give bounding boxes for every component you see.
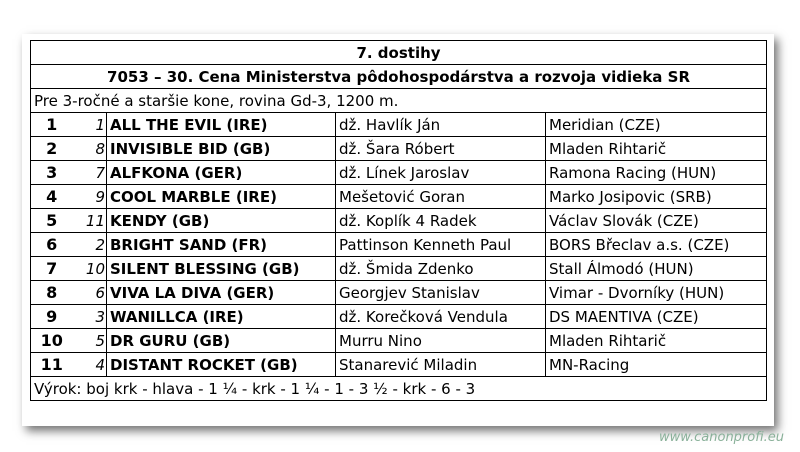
owner-cell: Mladen Rihtarič — [546, 137, 767, 161]
start-number-cell: 11 — [73, 209, 107, 233]
jockey-cell: dž. Koplík 4 Radek — [336, 209, 546, 233]
jockey-cell: Stanarević Miladin — [336, 353, 546, 377]
place-cell: 11 — [31, 353, 73, 377]
results-table — [30, 40, 767, 401]
place-cell: 8 — [31, 281, 73, 305]
start-number-cell: 1 — [73, 113, 107, 137]
table-row — [31, 137, 767, 161]
margins-text: Výrok: boj krk - hlava - 1 ¼ - krk - 1 ¼ - 1 - 3 ½ - krk - 6 - 3 — [31, 377, 767, 401]
start-number-cell: 3 — [73, 305, 107, 329]
margins-row — [31, 377, 767, 401]
owner-cell: Vimar - Dvorníky (HUN) — [546, 281, 767, 305]
horse-cell: BRIGHT SAND (FR) — [107, 233, 336, 257]
start-number-cell: 8 — [73, 137, 107, 161]
owner-cell: Stall Álmodó (HUN) — [546, 257, 767, 281]
start-number-cell: 2 — [73, 233, 107, 257]
place-cell: 10 — [31, 329, 73, 353]
owner-cell: DS MAENTIVA (CZE) — [546, 305, 767, 329]
place-cell: 6 — [31, 233, 73, 257]
table-row — [31, 281, 767, 305]
place-cell: 2 — [31, 137, 73, 161]
jockey-cell: dž. Korečková Vendula — [336, 305, 546, 329]
owner-cell: Václav Slovák (CZE) — [546, 209, 767, 233]
table-row — [31, 329, 767, 353]
jockey-cell: dž. Línek Jaroslav — [336, 161, 546, 185]
owner-cell: Marko Josipovic (SRB) — [546, 185, 767, 209]
race-number-row — [31, 41, 767, 65]
horse-cell: ALFKONA (GER) — [107, 161, 336, 185]
start-number-cell: 7 — [73, 161, 107, 185]
jockey-cell: Mešetović Goran — [336, 185, 546, 209]
owner-cell: Meridian (CZE) — [546, 113, 767, 137]
owner-cell: MN-Racing — [546, 353, 767, 377]
table-row — [31, 161, 767, 185]
start-number-cell: 9 — [73, 185, 107, 209]
horse-cell: WANILLCA (IRE) — [107, 305, 336, 329]
table-row — [31, 353, 767, 377]
table-row — [31, 233, 767, 257]
horse-cell: INVISIBLE BID (GB) — [107, 137, 336, 161]
jockey-cell: dž. Šara Róbert — [336, 137, 546, 161]
race-conditions: Pre 3-ročné a staršie kone, rovina Gd-3, 1200 m. — [31, 89, 767, 113]
owner-cell: BORS Břeclav a.s. (CZE) — [546, 233, 767, 257]
place-cell: 3 — [31, 161, 73, 185]
table-row — [31, 209, 767, 233]
table-row — [31, 257, 767, 281]
place-cell: 5 — [31, 209, 73, 233]
start-number-cell: 5 — [73, 329, 107, 353]
place-cell: 7 — [31, 257, 73, 281]
race-number: 7. dostihy — [31, 41, 767, 65]
owner-cell: Mladen Rihtarič — [546, 329, 767, 353]
horse-cell: DR GURU (GB) — [107, 329, 336, 353]
jockey-cell: Murru Nino — [336, 329, 546, 353]
horse-cell: COOL MARBLE (IRE) — [107, 185, 336, 209]
watermark: www.canonprofi.eu — [658, 430, 784, 445]
jockey-cell: dž. Šmida Zdenko — [336, 257, 546, 281]
owner-cell: Ramona Racing (HUN) — [546, 161, 767, 185]
results-sheet — [22, 34, 774, 426]
jockey-cell: Pattinson Kenneth Paul — [336, 233, 546, 257]
race-conditions-row — [31, 89, 767, 113]
table-row — [31, 113, 767, 137]
jockey-cell: Georgjev Stanislav — [336, 281, 546, 305]
horse-cell: SILENT BLESSING (GB) — [107, 257, 336, 281]
race-title-row — [31, 65, 767, 89]
horse-cell: ALL THE EVIL (IRE) — [107, 113, 336, 137]
table-row — [31, 305, 767, 329]
jockey-cell: dž. Havlík Ján — [336, 113, 546, 137]
horse-cell: KENDY (GB) — [107, 209, 336, 233]
place-cell: 4 — [31, 185, 73, 209]
table-row — [31, 185, 767, 209]
place-cell: 1 — [31, 113, 73, 137]
horse-cell: DISTANT ROCKET (GB) — [107, 353, 336, 377]
start-number-cell: 4 — [73, 353, 107, 377]
start-number-cell: 10 — [73, 257, 107, 281]
start-number-cell: 6 — [73, 281, 107, 305]
place-cell: 9 — [31, 305, 73, 329]
horse-cell: VIVA LA DIVA (GER) — [107, 281, 336, 305]
race-title: 7053 – 30. Cena Ministerstva pôdohospodárstva a rozvoja vidieka SR — [31, 65, 767, 89]
